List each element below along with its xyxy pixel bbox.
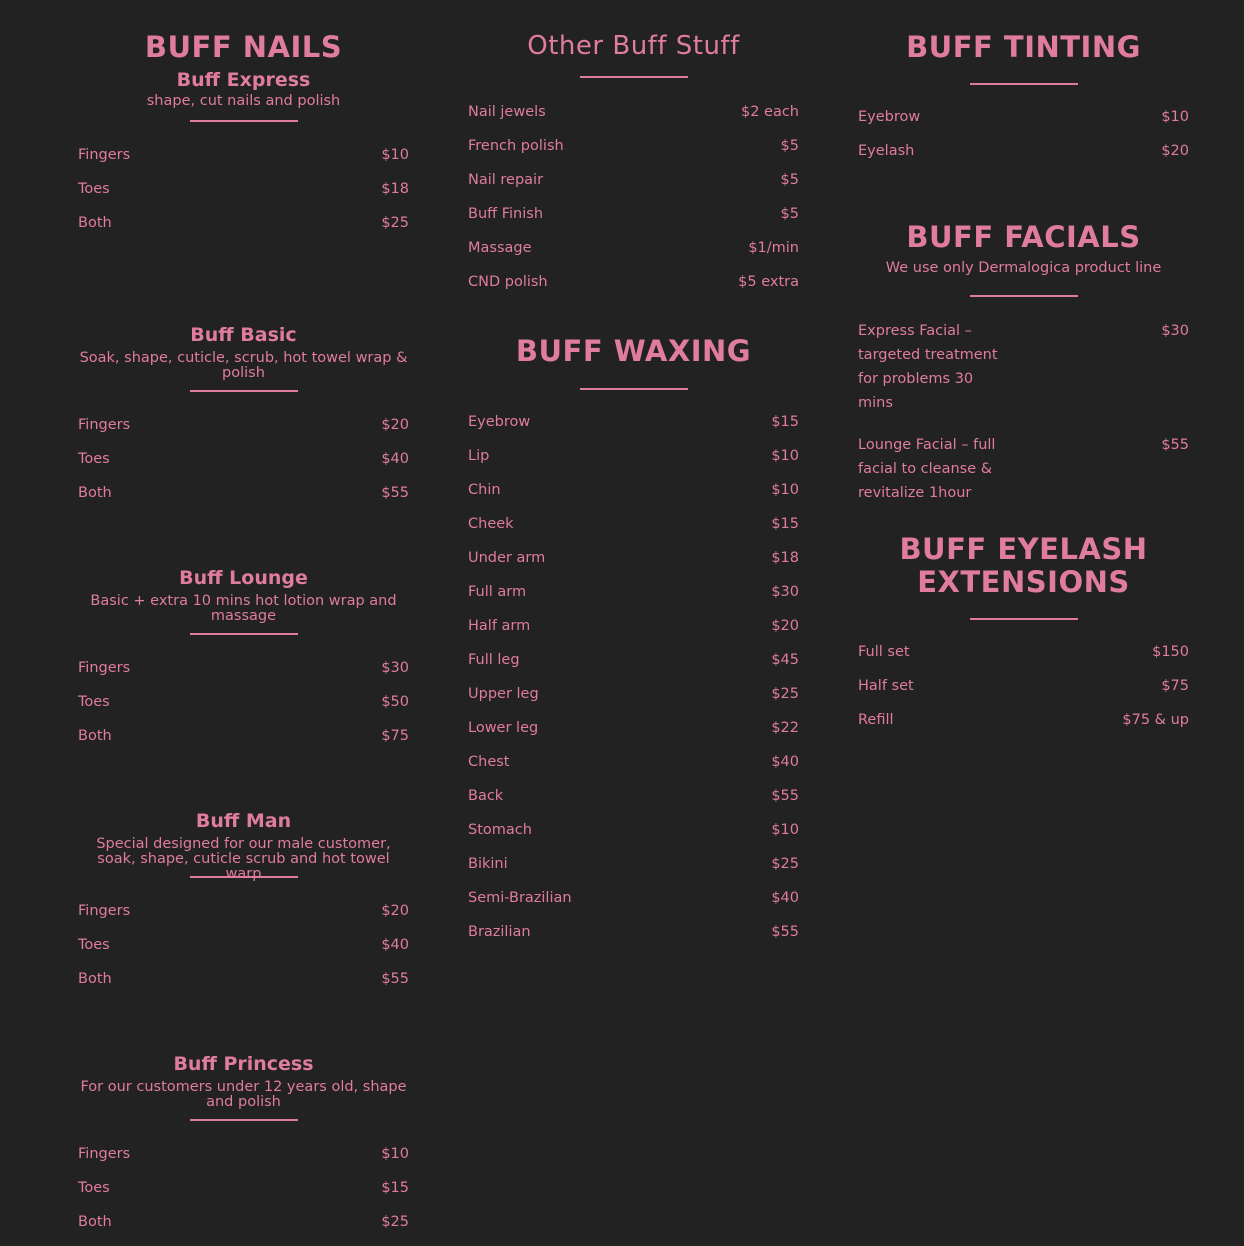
nail-package [78, 756, 409, 999]
service-price: $30 [381, 660, 409, 676]
service-label: Both [78, 971, 112, 987]
service-price: $75 & up [1122, 712, 1189, 728]
nail-package [78, 513, 409, 756]
price-row [78, 179, 409, 213]
service-price: $55 [1161, 437, 1189, 453]
package-name: Buff Man [195, 810, 292, 832]
service-label: Full set [858, 644, 910, 660]
service-label: Full leg [468, 652, 520, 668]
service-price: $55 [771, 924, 799, 940]
other-waxing-column [468, 0, 799, 956]
service-label: Toes [78, 937, 110, 953]
eyelash-title-line1: BUFF EYELASH [899, 532, 1148, 566]
nail-package [78, 999, 409, 1242]
facials-description: We use only Dermalogica product line [885, 260, 1162, 276]
package-description: shape, cut nails and polish [146, 93, 341, 109]
service-label: Lounge Facial – full facial to cleanse & revitalize 1hour [858, 437, 996, 501]
service-price: $5 [780, 206, 799, 222]
service-label: Full arm [468, 584, 527, 600]
service-label: Express Facial – targeted treatment for problems 30 mins [858, 323, 998, 411]
price-row [468, 238, 799, 272]
service-label: Fingers [78, 417, 131, 433]
service-label: Massage [468, 240, 532, 256]
package-description: Special designed for our male customer, soak, shape, cuticle scrub and hot towel warp [96, 836, 391, 882]
service-price: $50 [381, 694, 409, 710]
price-row [78, 726, 409, 760]
facials-list [858, 319, 1189, 505]
service-label: Lower leg [468, 720, 539, 736]
divider [580, 76, 688, 78]
package-description: Soak, shape, cuticle, scrub, hot towel wrap & polish [79, 350, 408, 381]
price-row [858, 676, 1189, 710]
package-description: Basic + extra 10 mins hot lotion wrap and massage [90, 593, 397, 624]
nail-package [78, 64, 409, 270]
service-label: French polish [468, 138, 564, 154]
price-row [468, 820, 799, 854]
price-row [78, 1178, 409, 1212]
package-description: For our customers under 12 years old, shape and polish [80, 1079, 407, 1110]
service-label: Brazilian [468, 924, 531, 940]
package-name: Buff Princess [173, 1053, 314, 1075]
price-row [468, 718, 799, 752]
price-row [468, 888, 799, 922]
price-row [468, 854, 799, 888]
service-price: $10 [771, 482, 799, 498]
tinting-title: BUFF TINTING [906, 30, 1141, 64]
eyelash-list [858, 642, 1189, 744]
nails-title: BUFF NAILS [144, 30, 343, 64]
service-price: $2 each [740, 104, 799, 120]
package-prices [78, 415, 409, 517]
service-price: $18 [771, 550, 799, 566]
price-row [468, 102, 799, 136]
service-price: $55 [381, 971, 409, 987]
service-price: $1/min [748, 240, 799, 256]
service-price: $10 [381, 147, 409, 163]
eyelash-title-line2: EXTENSIONS [917, 565, 1130, 599]
waxing-list [468, 412, 799, 956]
eyelash-title [858, 533, 1189, 599]
service-price: $30 [771, 584, 799, 600]
divider [970, 618, 1078, 620]
price-row [468, 548, 799, 582]
price-row [468, 514, 799, 548]
service-price: $20 [381, 417, 409, 433]
service-label: Lip [468, 448, 490, 464]
service-label: Toes [78, 1180, 110, 1196]
service-price: $40 [381, 937, 409, 953]
service-price: $55 [771, 788, 799, 804]
other-list [468, 102, 799, 306]
price-row [468, 616, 799, 650]
price-row [78, 1212, 409, 1246]
service-price: $15 [771, 516, 799, 532]
service-label: CND polish [468, 274, 548, 290]
service-label: Toes [78, 694, 110, 710]
package-name: Buff Basic [190, 324, 297, 346]
tinting-list [858, 107, 1189, 175]
price-row [468, 786, 799, 820]
service-price: $20 [381, 903, 409, 919]
service-price: $25 [381, 1214, 409, 1230]
service-label: Fingers [78, 660, 131, 676]
price-row [78, 415, 409, 449]
service-label: Semi-Brazilian [468, 890, 572, 906]
service-price: $20 [1161, 143, 1189, 159]
service-label: Stomach [468, 822, 532, 838]
price-row [468, 582, 799, 616]
price-row [78, 935, 409, 969]
service-label: Both [78, 728, 112, 744]
price-row [858, 710, 1189, 744]
package-prices [78, 901, 409, 1003]
service-label: Under arm [468, 550, 546, 566]
service-label: Both [78, 215, 112, 231]
service-price: $5 [780, 172, 799, 188]
price-row [468, 650, 799, 684]
price-row [78, 969, 409, 1003]
service-price: $15 [771, 414, 799, 430]
service-price: $45 [771, 652, 799, 668]
package-prices [78, 1144, 409, 1246]
price-row [468, 272, 799, 306]
service-price: $40 [771, 890, 799, 906]
nails-column [78, 0, 409, 1242]
price-row [858, 433, 1189, 505]
price-row [468, 204, 799, 238]
price-row [468, 170, 799, 204]
price-row [468, 922, 799, 956]
price-row [78, 449, 409, 483]
facials-title: BUFF FACIALS [906, 220, 1141, 254]
price-row [468, 752, 799, 786]
nail-groups [78, 64, 409, 1242]
waxing-title: BUFF WAXING [515, 334, 752, 368]
service-label: Eyebrow [468, 414, 531, 430]
price-row [78, 658, 409, 692]
price-row [78, 1144, 409, 1178]
service-label: Upper leg [468, 686, 539, 702]
service-label: Both [78, 485, 112, 501]
service-price: $15 [381, 1180, 409, 1196]
service-label: Back [468, 788, 504, 804]
service-price: $10 [771, 822, 799, 838]
service-label: Toes [78, 181, 110, 197]
price-row [78, 483, 409, 517]
service-label: Eyebrow [858, 109, 921, 125]
price-row [468, 446, 799, 480]
price-row [78, 213, 409, 247]
service-label: Nail repair [468, 172, 544, 188]
price-row [858, 107, 1189, 141]
divider [190, 1119, 298, 1121]
service-label: Buff Finish [468, 206, 544, 222]
service-price: $75 [1161, 678, 1189, 694]
service-label: Fingers [78, 903, 131, 919]
service-label: Refill [858, 712, 894, 728]
service-price: $10 [381, 1146, 409, 1162]
service-label: Chin [468, 482, 501, 498]
package-name: Buff Express [176, 69, 311, 91]
price-row [468, 136, 799, 170]
service-price: $10 [1161, 109, 1189, 125]
service-price: $25 [771, 856, 799, 872]
service-price: $20 [771, 618, 799, 634]
service-price: $10 [771, 448, 799, 464]
service-price: $30 [1161, 323, 1189, 339]
service-price: $18 [381, 181, 409, 197]
service-price: $5 [780, 138, 799, 154]
price-row [78, 692, 409, 726]
price-row [858, 319, 1189, 415]
service-label: Fingers [78, 147, 131, 163]
divider [190, 120, 298, 122]
tinting-facials-eyelash-column [858, 0, 1189, 744]
service-label: Half set [858, 678, 914, 694]
service-label: Toes [78, 451, 110, 467]
price-row [78, 145, 409, 179]
service-label: Eyelash [858, 143, 915, 159]
service-label: Both [78, 1214, 112, 1230]
price-row [858, 141, 1189, 175]
service-price: $75 [381, 728, 409, 744]
divider [580, 388, 688, 390]
service-price: $40 [381, 451, 409, 467]
service-price: $22 [771, 720, 799, 736]
service-price: $5 extra [738, 274, 799, 290]
service-label: Fingers [78, 1146, 131, 1162]
service-price: $55 [381, 485, 409, 501]
price-row [468, 412, 799, 446]
service-price: $40 [771, 754, 799, 770]
service-price: $150 [1152, 644, 1189, 660]
other-title: Other Buff Stuff [527, 31, 740, 61]
divider [190, 390, 298, 392]
service-label: Nail jewels [468, 104, 546, 120]
service-price: $25 [381, 215, 409, 231]
divider [970, 83, 1078, 85]
package-prices [78, 658, 409, 760]
price-row [858, 642, 1189, 676]
nail-package [78, 270, 409, 513]
price-row [78, 901, 409, 935]
service-price: $25 [771, 686, 799, 702]
price-row [468, 480, 799, 514]
service-label: Chest [468, 754, 510, 770]
divider [190, 633, 298, 635]
divider [970, 295, 1078, 297]
service-label: Cheek [468, 516, 514, 532]
price-row [468, 684, 799, 718]
service-label: Bikini [468, 856, 508, 872]
package-name: Buff Lounge [179, 567, 308, 589]
package-prices [78, 145, 409, 247]
service-label: Half arm [468, 618, 531, 634]
